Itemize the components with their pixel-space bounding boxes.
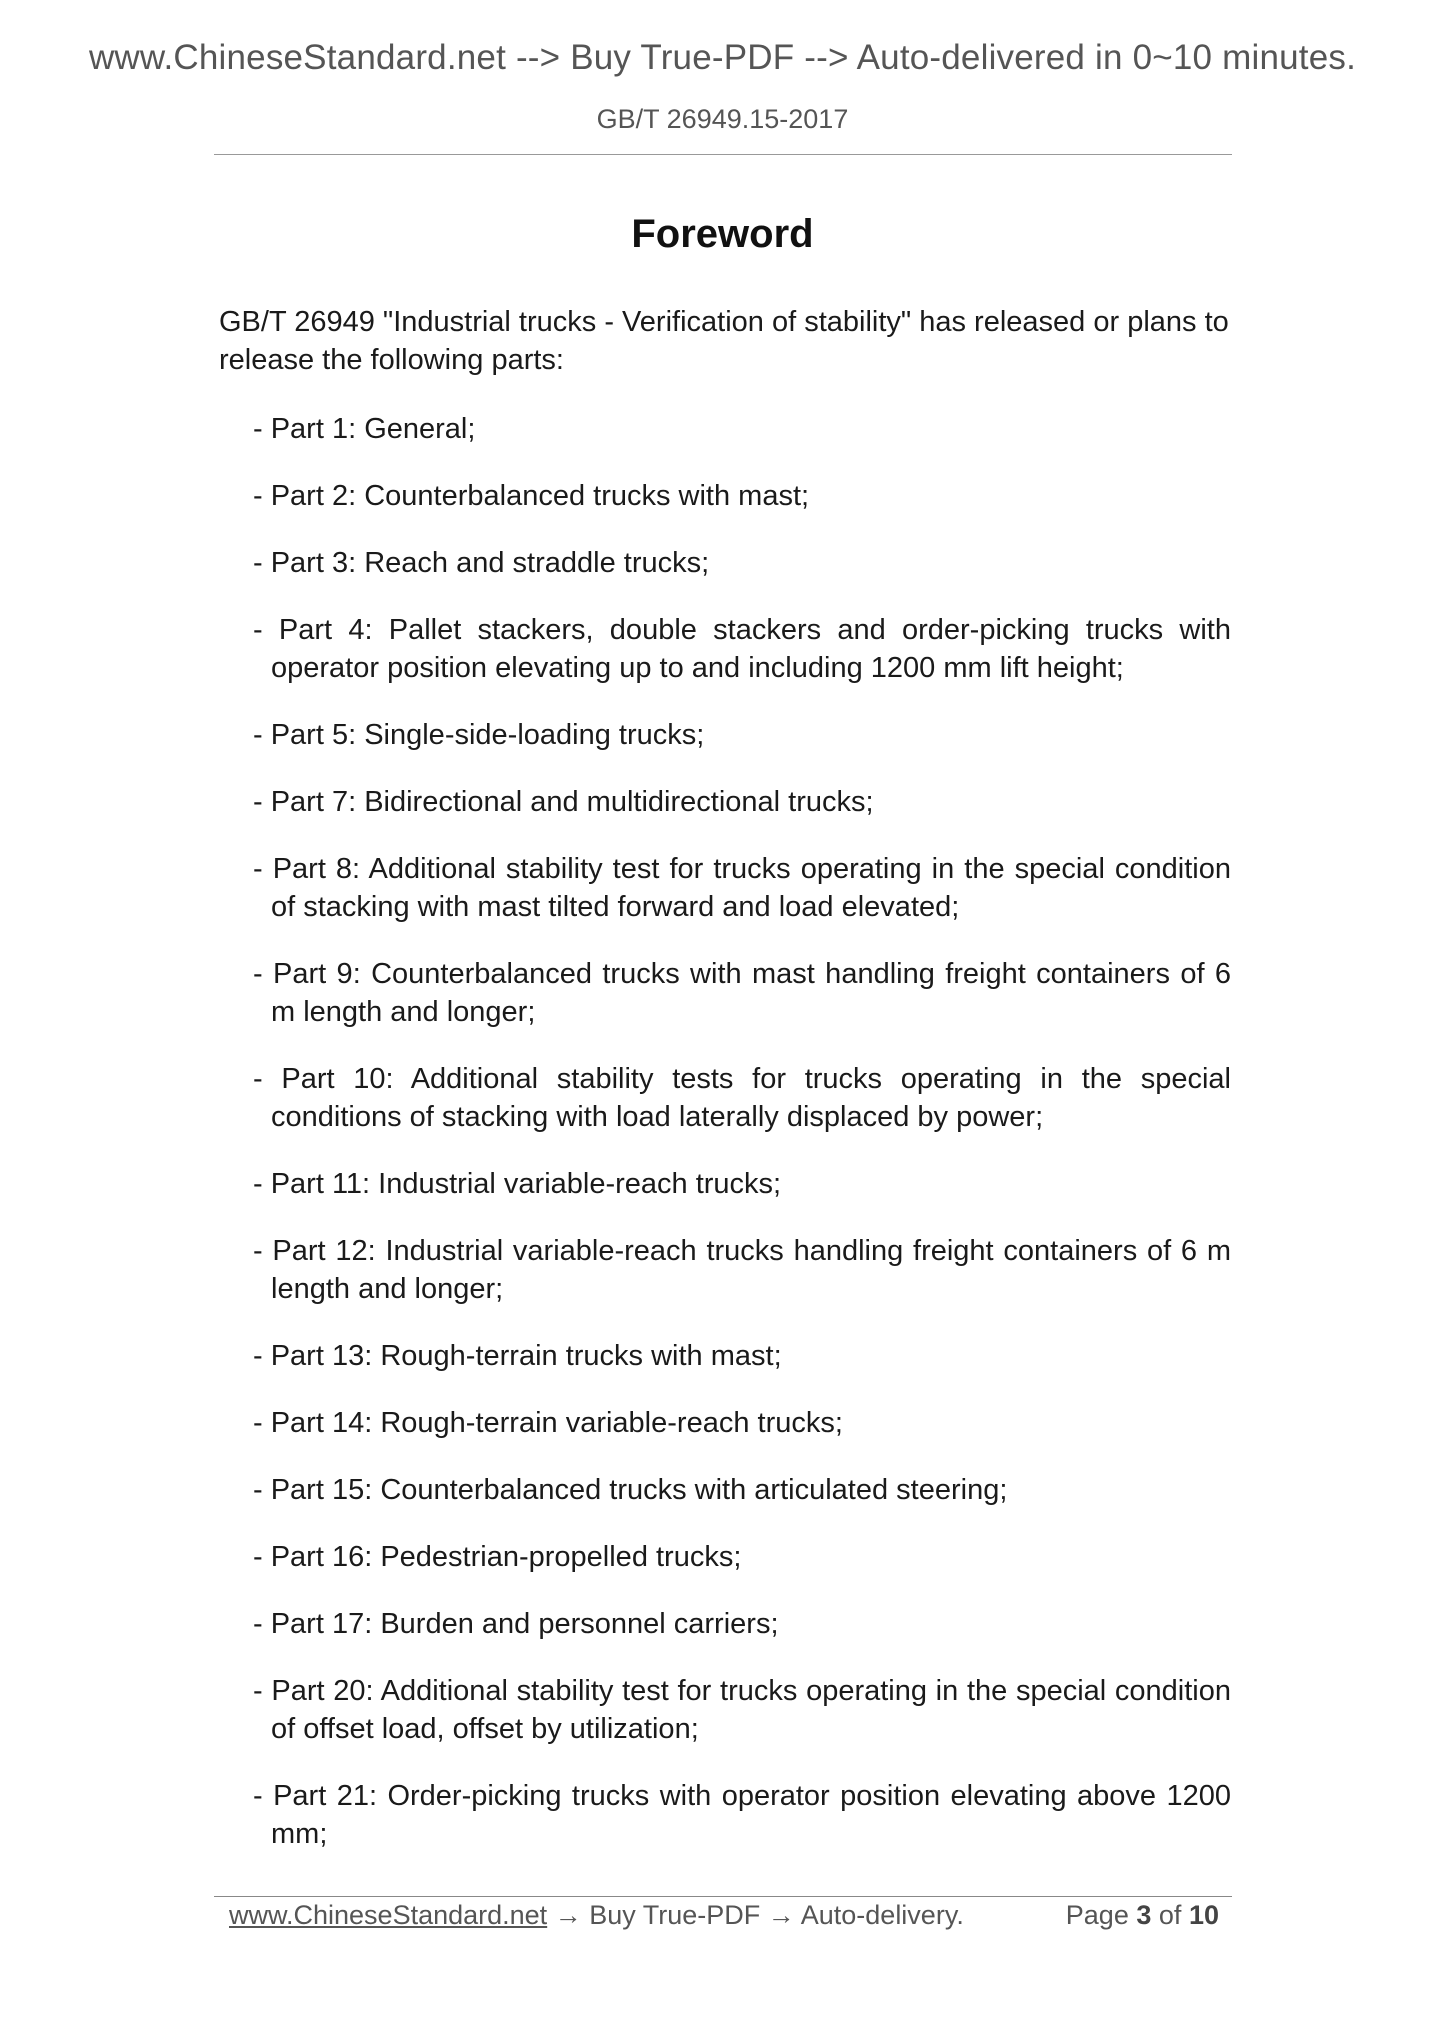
header-divider <box>214 154 1232 155</box>
list-item: - Part 5: Single-side-loading trucks; <box>253 719 705 751</box>
list-item: - Part 16: Pedestrian-propelled trucks; <box>253 1541 742 1573</box>
list-item: - Part 4: Pallet stackers, double stackers and order-picking trucks with operator position elevating up to and including 1200 mm lift height; <box>253 614 1231 684</box>
footer-divider <box>214 1896 1232 1897</box>
page-total: 10 <box>1188 1900 1219 1930</box>
list-item: - Part 21: Order-picking trucks with operator position elevating above 1200 mm; <box>253 1780 1231 1850</box>
list-item: - Part 13: Rough-terrain trucks with mast; <box>253 1340 782 1372</box>
list-item: - Part 11: Industrial variable-reach trucks; <box>253 1168 782 1200</box>
list-item: - Part 20: Additional stability test for trucks operating in the special condition of offset load, offset by utilization; <box>253 1675 1231 1745</box>
parts-list <box>253 410 1231 1882</box>
page-number <box>1066 1900 1219 1931</box>
intro-paragraph: GB/T 26949 "Industrial trucks - Verification of stability" has released or plans to release the following parts: <box>219 306 1229 376</box>
footer-promo-text: → Buy True-PDF → Auto-delivery. <box>547 1900 964 1930</box>
list-item: - Part 17: Burden and personnel carriers; <box>253 1608 779 1640</box>
list-item: - Part 9: Counterbalanced trucks with mast handling freight containers of 6 m length and longer; <box>253 958 1231 1028</box>
list-item: - Part 12: Industrial variable-reach trucks handling freight containers of 6 m length and longer; <box>253 1235 1231 1305</box>
list-item: - Part 8: Additional stability test for trucks operating in the special condition of stacking with mast tilted forward and load elevated; <box>253 853 1231 923</box>
list-item: - Part 15: Counterbalanced trucks with articulated steering; <box>253 1474 1008 1506</box>
page-current: 3 <box>1136 1900 1152 1930</box>
list-item: - Part 14: Rough-terrain variable-reach trucks; <box>253 1407 843 1439</box>
list-item: - Part 2: Counterbalanced trucks with mast; <box>253 480 810 512</box>
site-link[interactable]: www.ChineseStandard.net <box>229 1900 548 1930</box>
footer-promo <box>229 1900 964 1931</box>
top-banner: www.ChineseStandard.net --> Buy True-PDF --> Auto-delivered in 0~10 minutes. <box>88 38 1357 77</box>
page-label: Page <box>1065 1900 1129 1930</box>
page-footer <box>229 1900 1219 1931</box>
list-item: - Part 10: Additional stability tests for trucks operating in the special conditions of stacking with load laterally displaced by power; <box>253 1063 1231 1133</box>
list-item: - Part 1: General; <box>253 413 476 445</box>
standard-code: GB/T 26949.15-2017 <box>596 104 849 134</box>
page-title: Foreword <box>631 212 814 256</box>
list-item: - Part 3: Reach and straddle trucks; <box>253 547 710 579</box>
page-of: of <box>1158 1900 1182 1930</box>
list-item: - Part 7: Bidirectional and multidirectional trucks; <box>253 786 874 818</box>
